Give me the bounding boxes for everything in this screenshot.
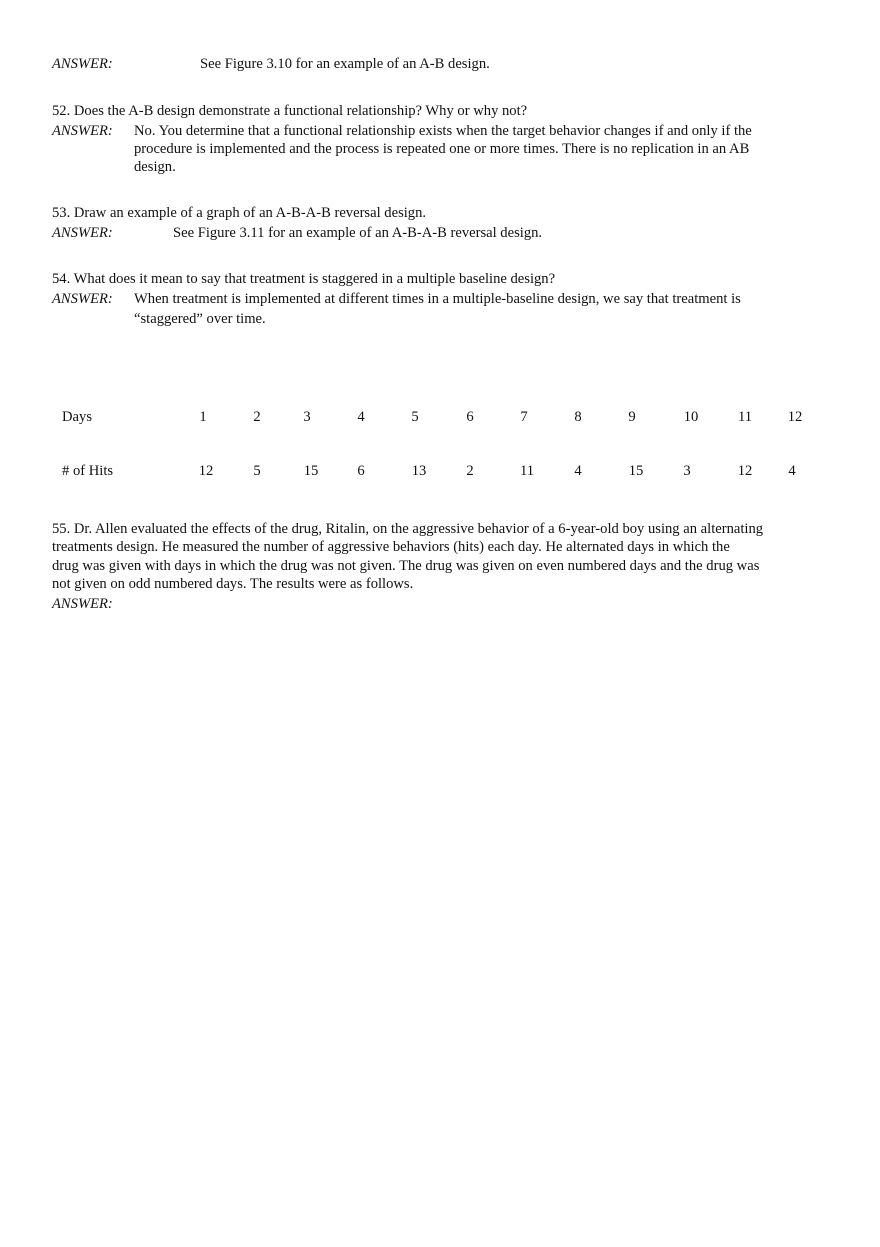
days-label: Days (62, 409, 92, 425)
q53-question: 53. Draw an example of a graph of an A-B-A-B reversal design. (52, 205, 427, 221)
q55-question-line-2: treatments design. He measured the number of aggressive behaviors (hits) each day. He alternated days in which the (52, 539, 730, 555)
day-cell: 11 (737, 409, 753, 425)
day-cell: 7 (520, 409, 528, 425)
q54-answer-line-1: When treatment is implemented at different times in a multiple-baseline design, we say that treatment is (134, 291, 741, 307)
q52-answer-label: ANSWER: (52, 123, 113, 139)
hits-cell: 15 (303, 463, 319, 479)
q55-answer-label: ANSWER: (52, 596, 113, 612)
hits-cell: 6 (357, 463, 365, 479)
hits-row (0, 462, 880, 482)
hits-cell: 5 (253, 463, 261, 479)
q51-answer-text: See Figure 3.10 for an example of an A-B design. (200, 56, 490, 72)
day-cell: 12 (787, 409, 803, 425)
q54-answer-label: ANSWER: (52, 291, 113, 307)
hits-cell: 11 (519, 463, 535, 479)
hits-cell: 12 (198, 463, 214, 479)
q52-answer-line-1: No. You determine that a functional relationship exists when the target behavior changes if and only if the (134, 123, 752, 139)
day-cell: 2 (253, 409, 261, 425)
q53-answer-label: ANSWER: (52, 225, 113, 241)
hits-cell: 15 (628, 463, 644, 479)
hits-label: # of Hits (62, 463, 114, 479)
day-cell: 9 (628, 409, 636, 425)
day-cell: 3 (303, 409, 311, 425)
hits-cell: 4 (574, 463, 582, 479)
q54-answer-line-2: “staggered” over time. (134, 311, 266, 327)
q55-question-line-3: drug was given with days in which the drug was not given. The drug was given on even numbered days and the drug was (52, 558, 760, 574)
day-cell: 5 (411, 409, 419, 425)
day-cell: 4 (357, 409, 365, 425)
q54-question: 54. What does it mean to say that treatment is staggered in a multiple baseline design? (52, 271, 556, 287)
q52-answer-line-2: procedure is implemented and the process is repeated one or more times. There is no replication in an AB (134, 141, 750, 157)
q52-answer-line-3: design. (134, 159, 176, 175)
hits-cell: 13 (411, 463, 427, 479)
hits-cell: 2 (466, 463, 474, 479)
q53-answer-text: See Figure 3.11 for an example of an A-B-A-B reversal design. (173, 225, 543, 241)
hits-cell: 4 (788, 463, 796, 479)
day-cell: 1 (199, 409, 207, 425)
q52-question: 52. Does the A-B design demonstrate a functional relationship? Why or why not? (52, 103, 528, 119)
hits-cell: 3 (683, 463, 691, 479)
day-cell: 8 (574, 409, 582, 425)
days-row (0, 408, 880, 428)
q55-question-line-1: 55. Dr. Allen evaluated the effects of the drug, Ritalin, on the aggressive behavior of a 6-year-old boy using an alternating (52, 521, 764, 537)
day-cell: 6 (466, 409, 474, 425)
day-cell: 10 (683, 409, 699, 425)
q51-answer-label: ANSWER: (52, 56, 113, 72)
q55-question-line-4: not given on odd numbered days. The results were as follows. (52, 576, 414, 592)
hits-cell: 12 (737, 463, 753, 479)
